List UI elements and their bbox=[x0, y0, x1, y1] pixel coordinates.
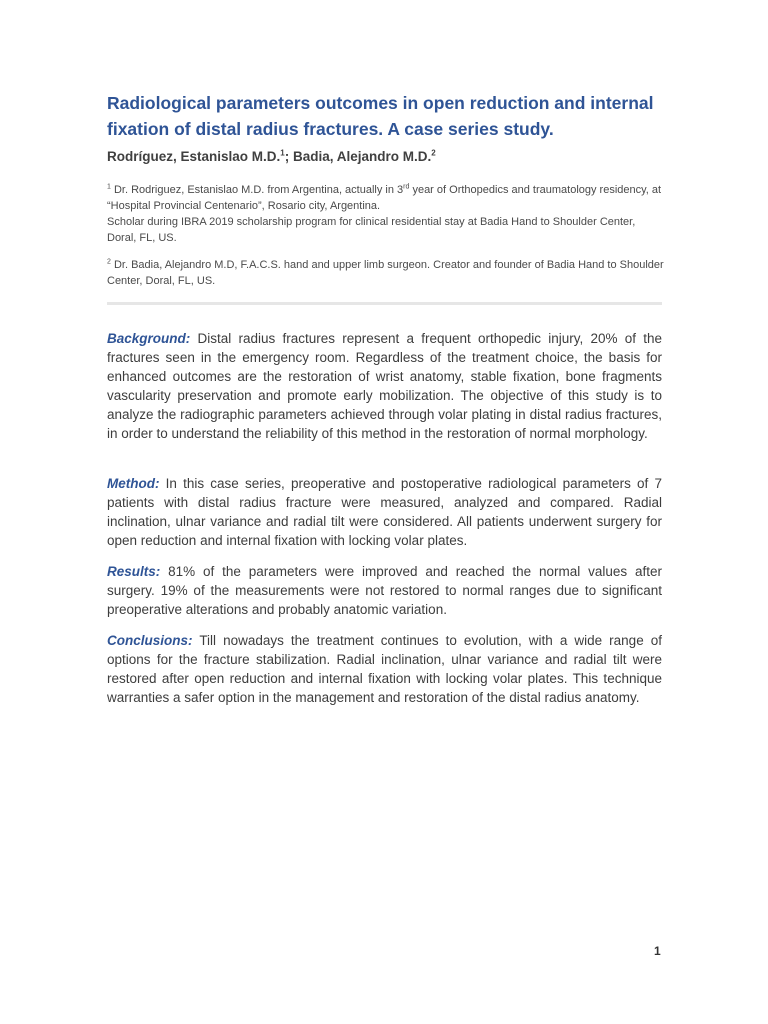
affiliation-1-ordinal: rd bbox=[403, 183, 410, 191]
section-divider bbox=[107, 302, 662, 305]
author-2-superscript: 2 bbox=[431, 148, 436, 158]
affiliation-2 bbox=[107, 257, 667, 289]
affiliation-1-marker: 1 bbox=[107, 183, 111, 191]
background-text: Distal radius fractures represent a frequent orthopedic injury, 20% of the fractures seen in the emergency room. Regardless of the treatment choice, the basis for enhanced outcomes are the restoration of wrist anatomy, stable fixation, bone fragments vascularity preservation and promote early mobilization. The objective of this study is to analyze the radiographic parameters achieved through volar plating in distal radius fractures, in order to understand the reliability of this method in the restoration of normal morphology. bbox=[107, 331, 662, 441]
affiliation-2-marker: 2 bbox=[107, 258, 111, 266]
paper-title: Radiological parameters outcomes in open reduction and internal fixation of distal radius fractures. A case series study. bbox=[107, 93, 654, 139]
affiliation-2-text: Dr. Badia, Alejandro M.D, F.A.C.S. hand and upper limb surgeon. Creator and founder of Badia Hand to Shoulder Center, Doral, FL, US. bbox=[107, 259, 664, 287]
method-label: Method: bbox=[107, 476, 160, 491]
affiliation-1 bbox=[107, 182, 667, 246]
author-1-superscript: 1 bbox=[280, 148, 285, 158]
author-2-name: Badia, Alejandro M.D. bbox=[292, 149, 432, 164]
author-1-name: Rodríguez, Estanislao M.D. bbox=[107, 149, 281, 164]
results-label: Results: bbox=[107, 564, 161, 579]
abstract-conclusions bbox=[107, 631, 662, 707]
affiliation-1-text-a: Dr. Rodriguez, Estanislao M.D. from Argentina, actually in 3 bbox=[110, 184, 404, 196]
affiliation-1-text-c: Scholar during IBRA 2019 scholarship program for clinical residential stay at Badia Hand to Shoulder Center, Doral, FL, US. bbox=[107, 216, 636, 244]
background-label: Background: bbox=[107, 331, 191, 346]
abstract-method bbox=[107, 474, 662, 550]
affiliation-1-text-b: year of Orthopedics and traumatology residency, at “Hospital Provincial Centenario”, Rosario city, Argentina. bbox=[107, 184, 662, 212]
abstract-background bbox=[107, 329, 662, 443]
abstract-results bbox=[107, 562, 662, 619]
results-text: 81% of the parameters were improved and reached the normal values after surgery. 19% of the measurements were not restored to normal ranges due to significant preoperative alterations and probably anatomic variation. bbox=[107, 564, 662, 617]
conclusions-label: Conclusions: bbox=[107, 633, 193, 648]
author-separator: ; bbox=[284, 149, 293, 164]
method-text: In this case series, preoperative and postoperative radiological parameters of 7 patients with distal radius fracture were measured, analyzed and compared. Radial inclination, ulnar variance and radial tilt were considered. All patients underwent surgery for open reduction and internal fixation with locking volar plates. bbox=[107, 476, 662, 548]
author-line bbox=[107, 149, 436, 164]
conclusions-text: Till nowadays the treatment continues to evolution, with a wide range of options for the fracture stabilization. Radial inclination, ulnar variance and radial tilt were restored after open reduction and internal fixation with locking volar plates. This technique warranties a safer option in the management and restoration of the distal radius anatomy. bbox=[107, 633, 662, 705]
page-number: 1 bbox=[654, 944, 661, 958]
